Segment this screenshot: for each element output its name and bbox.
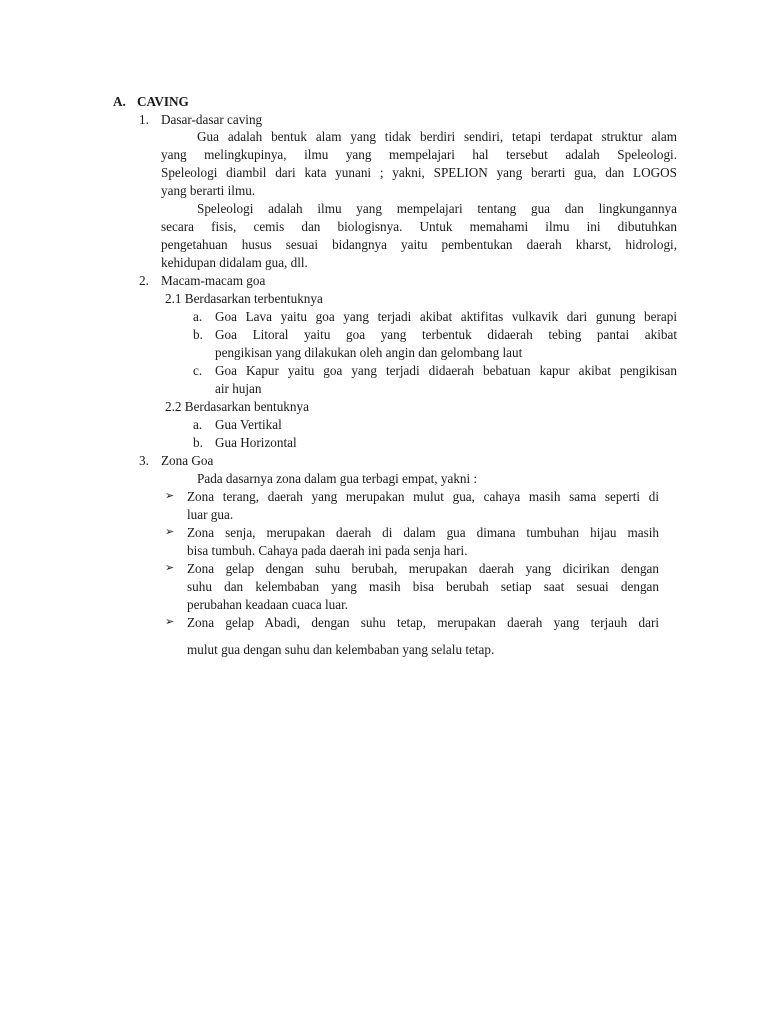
item-2-sub-2-title: 2.2 Berdasarkan bentuknya xyxy=(165,399,309,414)
zone-bullet-3-line-3: perubahan keadaan cuaca luar. xyxy=(187,597,349,612)
item-2-sub-2-b-marker: b. xyxy=(193,435,203,450)
item-1-para-2-line-2: secara fisis, cemis dan biologisnya. Untuk memahami ilmu ini dibutuhkan xyxy=(161,219,677,234)
item-2-number: 2. xyxy=(139,273,149,288)
item-2-sub-1-a-line-1: Goa Lava yaitu goa yang terjadi akibat aktifitas vulkavik dari gunung berapi xyxy=(215,309,677,324)
item-1-title: Dasar-dasar caving xyxy=(161,112,263,127)
arrowhead-bullet-icon: ➢ xyxy=(165,525,175,538)
zone-bullet-2-line-2: bisa tumbuh. Cahaya pada daerah ini pada senja hari. xyxy=(187,543,468,558)
zone-bullet-1-line-1: Zona terang, daerah yang merupakan mulut gua, cahaya masih sama seperti di xyxy=(187,489,659,504)
section-title: CAVING xyxy=(137,94,189,109)
item-2-sub-1-a-marker: a. xyxy=(193,309,203,324)
item-2-sub-1-c-marker: c. xyxy=(193,363,203,378)
item-2-sub-1-b-marker: b. xyxy=(193,327,203,342)
item-2-sub-1-b-line-2: pengikisan yang dilakukan oleh angin dan gelombang laut xyxy=(215,345,523,360)
item-1-para-1-line-2: yang melingkupinya, ilmu yang mempelajari hal tersebut adalah Speleologi. xyxy=(161,147,677,162)
arrowhead-bullet-icon: ➢ xyxy=(165,561,175,574)
item-2-sub-1-c-line-1: Goa Kapur yaitu goa yang terjadi didaerah bebatuan kapur akibat pengikisan xyxy=(215,363,677,378)
item-3-intro: Pada dasarnya zona dalam gua terbagi empat, yakni : xyxy=(197,471,478,486)
item-1-para-2-line-3: pengetahuan husus sesuai bidangnya yaitu pembentukan daerah kharst, hidrologi, xyxy=(161,237,677,252)
item-2-sub-1-c-line-2: air hujan xyxy=(215,381,262,396)
zone-bullet-2-line-1: Zona senja, merupakan daerah di dalam gua dimana tumbuhan hijau masih xyxy=(187,525,659,540)
item-2-sub-2-a-marker: a. xyxy=(193,417,203,432)
item-1-number: 1. xyxy=(139,112,149,127)
arrowhead-bullet-icon: ➢ xyxy=(165,615,175,628)
item-2-sub-2-a-line-1: Gua Vertikal xyxy=(215,417,282,432)
zone-bullet-4-line-2: mulut gua dengan suhu dan kelembaban yang selalu tetap. xyxy=(187,642,495,657)
item-3-number: 3. xyxy=(139,453,149,468)
zone-bullet-1-line-2: luar gua. xyxy=(187,507,234,522)
item-2-sub-1-title: 2.1 Berdasarkan terbentuknya xyxy=(165,291,323,306)
item-1-para-1-line-4: yang berarti ilmu. xyxy=(161,183,256,198)
item-3-title: Zona Goa xyxy=(161,453,214,468)
item-2-title: Macam-macam goa xyxy=(161,273,266,288)
arrowhead-bullet-icon: ➢ xyxy=(165,489,175,502)
item-1-para-2-line-4: kehidupan didalam gua, dll. xyxy=(161,255,308,270)
item-2-sub-2-b-line-1: Gua Horizontal xyxy=(215,435,297,450)
item-1-para-2-line-1: Speleologi adalah ilmu yang mempelajari tentang gua dan lingkungannya xyxy=(197,201,677,216)
item-1-para-1-line-3: Speleologi diambil dari kata yunani ; yakni, SPELION yang berarti gua, dan LOGOS xyxy=(161,165,677,180)
item-1-para-1-line-1: Gua adalah bentuk alam yang tidak berdiri sendiri, tetapi terdapat struktur alam xyxy=(197,129,677,144)
zone-bullet-3-line-2: suhu dan kelembaban yang masih bisa berubah setiap saat sesuai dengan xyxy=(187,579,659,594)
zone-bullet-3-line-1: Zona gelap dengan suhu berubah, merupakan daerah yang dicirikan dengan xyxy=(187,561,659,576)
section-letter: A. xyxy=(113,94,126,109)
item-2-sub-1-b-line-1: Goa Litoral yaitu goa yang terbentuk didaerah tebing pantai akibat xyxy=(215,327,677,342)
zone-bullet-4-line-1: Zona gelap Abadi, dengan suhu tetap, merupakan daerah yang terjauh dari xyxy=(187,615,659,630)
